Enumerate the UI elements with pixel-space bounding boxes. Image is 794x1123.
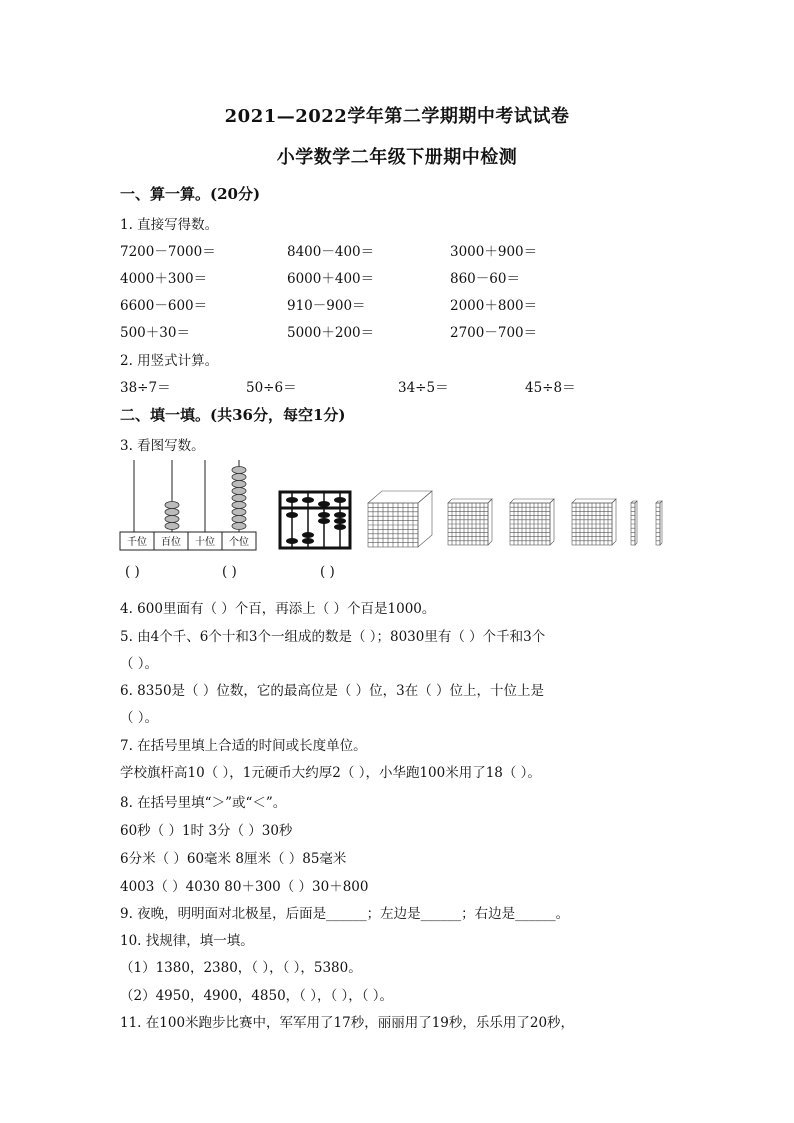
q1-cell: 910－900＝ xyxy=(287,298,366,314)
q3-figures-svg xyxy=(118,455,678,555)
ten-rods xyxy=(631,501,662,545)
q1-cell: 6600－600＝ xyxy=(120,298,208,314)
q2-item: 45÷8＝ xyxy=(525,380,576,396)
q5-line-2: （ ）。 xyxy=(120,656,159,672)
q11: 11. 在100米跑步比赛中，军军用了17秒，丽丽用了19秒，乐乐用了20秒， xyxy=(120,1015,575,1031)
q10-row: （1）1380，2380，（ ），（ ），5380。 xyxy=(120,960,362,976)
q1-label: 1. 直接写得数。 xyxy=(120,217,219,233)
q3-label: 3. 看图写数。 xyxy=(120,438,205,454)
thousand-cube xyxy=(368,491,432,547)
q3-answer-blank[interactable]: ( ) xyxy=(222,564,237,580)
abacus-label: 个位 xyxy=(229,537,249,548)
q3-answer-blank[interactable]: ( ) xyxy=(320,564,335,580)
q1-cell: 7200－7000＝ xyxy=(120,244,216,260)
q8-label: 8. 在括号里填“＞”或“＜”。 xyxy=(120,795,287,811)
q1-cell: 500＋30＝ xyxy=(120,325,190,341)
q7-label: 7. 在括号里填上合适的时间或长度单位。 xyxy=(120,738,367,754)
q10-label: 10. 找规律，填一填。 xyxy=(120,933,254,949)
q4: 4. 600里面有（ ）个百，再添上（ ）个百是1000。 xyxy=(120,601,436,617)
q1-cell: 3000＋900＝ xyxy=(450,244,538,260)
q6-line-2: （ ）。 xyxy=(120,710,159,726)
q2-item: 38÷7＝ xyxy=(120,380,171,396)
q1-cell: 6000＋400＝ xyxy=(287,271,375,287)
q3-figures xyxy=(118,455,678,555)
abacus-label: 十位 xyxy=(195,537,215,548)
q2-item: 50÷6＝ xyxy=(246,380,297,396)
abacus-label: 百位 xyxy=(161,537,181,548)
page-subtitle: 小学数学二年级下册期中检测 xyxy=(276,147,518,168)
q2-label: 2. 用竖式计算。 xyxy=(120,353,219,369)
q1-cell: 8400－400＝ xyxy=(287,244,375,260)
q8-row: 4003（ ）4030 80＋300（ ）30＋800 xyxy=(120,879,369,895)
section-1-heading: 一、算一算。(20分) xyxy=(120,185,261,203)
q1-cell: 2700－700＝ xyxy=(450,325,538,341)
q1-cell: 5000＋200＝ xyxy=(287,325,375,341)
q5-line-1: 5. 由4个千、6个十和3个一组成的数是（ ）；8030里有（ ）个千和3个 xyxy=(120,629,546,645)
hundred-flats xyxy=(448,499,616,545)
q10-row: （2）4950，4900，4850，（ ），（ ），（ ）。 xyxy=(120,988,394,1004)
q3-answer-blank[interactable]: ( ) xyxy=(125,564,140,580)
suanpan-abacus xyxy=(280,492,350,548)
section-2-heading: 二、填一填。(共36分，每空1分) xyxy=(120,406,346,424)
q8-row: 60秒（ ）1时 3分（ ）30秒 xyxy=(120,823,293,839)
q1-cell: 860－60＝ xyxy=(450,271,520,287)
q9: 9. 夜晚，明明面对北极星，后面是______；左边是______；右边是______。 xyxy=(120,906,570,922)
page-title: 2021—2022学年第二学期期中考试试卷 xyxy=(224,106,570,127)
q7-line: 学校旗杆高10（ ），1元硬币大约厚2（ ），小华跑100米用了18（ ）。 xyxy=(120,765,541,781)
q1-cell: 2000＋800＝ xyxy=(450,298,538,314)
q1-cell: 4000＋300＝ xyxy=(120,271,208,287)
abacus-label: 千位 xyxy=(127,537,147,548)
q8-row: 6分米（ ）60毫米 8厘米（ ）85毫米 xyxy=(120,851,347,867)
q2-item: 34÷5＝ xyxy=(398,380,449,396)
q6-line-1: 6. 8350是（ ）位数，它的最高位是（ ）位，3在（ ）位上，十位上是 xyxy=(120,683,544,699)
